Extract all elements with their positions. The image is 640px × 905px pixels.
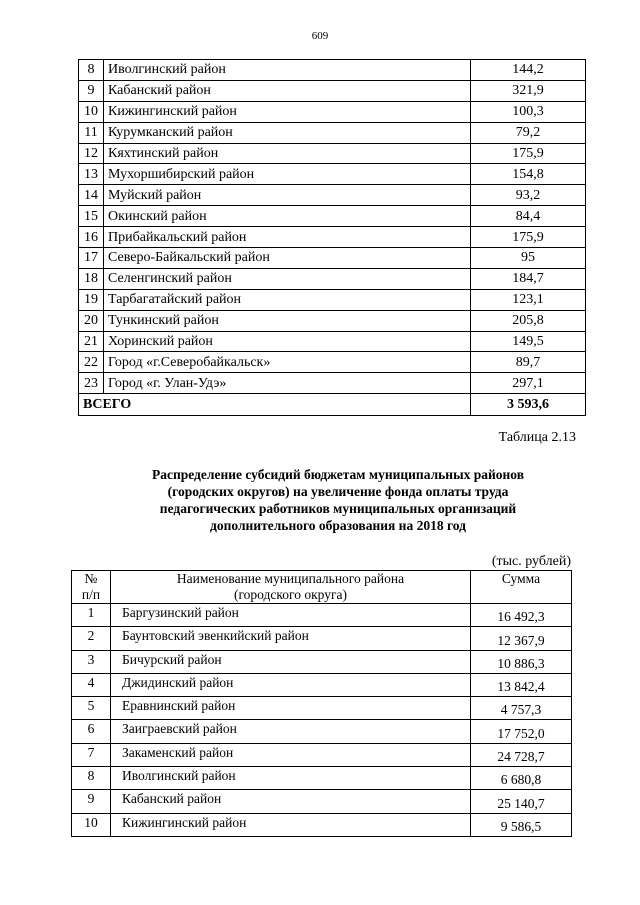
amount: 10 886,3 — [471, 650, 572, 673]
amount: 4 757,3 — [471, 697, 572, 720]
table-row — [79, 185, 586, 206]
table-row — [72, 813, 572, 836]
district-name: Кяхтинский район — [104, 143, 471, 164]
row-number: 13 — [79, 164, 104, 185]
title-line: педагогических работников муниципальных организаций — [159, 501, 517, 516]
amount: 123,1 — [471, 289, 586, 310]
table-row — [79, 310, 586, 331]
amount: 13 842,4 — [471, 673, 572, 696]
row-number: 16 — [79, 227, 104, 248]
row-number: 10 — [72, 813, 111, 836]
amount: 175,9 — [471, 143, 586, 164]
amount: 175,9 — [471, 227, 586, 248]
amount: 6 680,8 — [471, 767, 572, 790]
table-row — [72, 604, 572, 627]
header-number-line2: п/п — [81, 587, 101, 602]
header-sum: Сумма — [471, 571, 572, 604]
total-value: 3 593,6 — [471, 394, 586, 416]
table-row — [79, 373, 586, 394]
table-row — [79, 122, 586, 143]
header-name-line2: (городского округа) — [233, 587, 348, 602]
amount: 149,5 — [471, 331, 586, 352]
table-row — [72, 790, 572, 813]
amount: 321,9 — [471, 80, 586, 101]
amount: 93,2 — [471, 185, 586, 206]
table-row — [79, 143, 586, 164]
table-label: Таблица 2.13 — [498, 430, 576, 445]
amount: 17 752,0 — [471, 720, 572, 743]
table-row — [79, 248, 586, 269]
table-row — [72, 650, 572, 673]
title-line: дополнительного образования на 2018 год — [210, 518, 466, 533]
amount: 95 — [471, 248, 586, 269]
table-title — [118, 466, 558, 534]
amount: 84,4 — [471, 206, 586, 227]
row-number: 18 — [79, 268, 104, 289]
row-number: 19 — [79, 289, 104, 310]
district-name: Бичурский район — [111, 650, 471, 673]
row-number: 1 — [72, 604, 111, 627]
row-number: 5 — [72, 697, 111, 720]
header-name-line1: Наименование муниципального района — [176, 571, 405, 586]
page-number: 609 — [311, 30, 329, 42]
total-label: ВСЕГО — [79, 394, 471, 416]
row-number: 20 — [79, 310, 104, 331]
row-number: 12 — [79, 143, 104, 164]
row-number: 15 — [79, 206, 104, 227]
title-line: Распределение субсидий бюджетам муниципальных районов — [151, 467, 525, 482]
amount: 297,1 — [471, 373, 586, 394]
amount: 184,7 — [471, 268, 586, 289]
amount: 25 140,7 — [471, 790, 572, 813]
amount: 9 586,5 — [471, 813, 572, 836]
subsidy-table-continuation — [78, 59, 586, 416]
district-name: Город «г.Северобайкальск» — [104, 352, 471, 373]
table-row — [72, 743, 572, 766]
district-name: Тарбагатайский район — [104, 289, 471, 310]
total-row — [79, 394, 586, 416]
table-row — [72, 697, 572, 720]
amount: 100,3 — [471, 101, 586, 122]
table-row — [79, 164, 586, 185]
district-name: Тункинский район — [104, 310, 471, 331]
row-number: 10 — [79, 101, 104, 122]
row-number: 22 — [79, 352, 104, 373]
header-number-line1: № — [84, 571, 98, 586]
district-name: Закаменский район — [111, 743, 471, 766]
district-name: Город «г. Улан-Удэ» — [104, 373, 471, 394]
district-name: Северо-Байкальский район — [104, 248, 471, 269]
district-name: Кижингинский район — [111, 813, 471, 836]
header-name — [111, 571, 471, 604]
table-row — [79, 60, 586, 81]
table-row — [79, 101, 586, 122]
row-number: 9 — [79, 80, 104, 101]
amount: 79,2 — [471, 122, 586, 143]
district-name: Заиграевский район — [111, 720, 471, 743]
header-row — [72, 571, 572, 604]
district-name: Курумканский район — [104, 122, 471, 143]
row-number: 23 — [79, 373, 104, 394]
row-number: 21 — [79, 331, 104, 352]
amount: 144,2 — [471, 60, 586, 81]
district-name: Мухоршибирский район — [104, 164, 471, 185]
table-row — [79, 289, 586, 310]
row-number: 17 — [79, 248, 104, 269]
district-name: Еравнинский район — [111, 697, 471, 720]
table-row — [72, 673, 572, 696]
row-number: 4 — [72, 673, 111, 696]
district-name: Иволгинский район — [111, 767, 471, 790]
row-number: 11 — [79, 122, 104, 143]
amount: 12 367,9 — [471, 627, 572, 650]
table-row — [79, 268, 586, 289]
row-number: 7 — [72, 743, 111, 766]
district-name: Баргузинский район — [111, 604, 471, 627]
table-row — [79, 80, 586, 101]
table-row — [79, 206, 586, 227]
table-row — [79, 227, 586, 248]
district-name: Иволгинский район — [104, 60, 471, 81]
district-name: Кижингинский район — [104, 101, 471, 122]
row-number: 14 — [79, 185, 104, 206]
amount: 154,8 — [471, 164, 586, 185]
header-number — [72, 571, 111, 604]
table-row — [72, 767, 572, 790]
amount: 205,8 — [471, 310, 586, 331]
table-row — [72, 720, 572, 743]
row-number: 6 — [72, 720, 111, 743]
district-name: Селенгинский район — [104, 268, 471, 289]
title-line: (городских округов) на увеличение фонда оплаты труда — [167, 484, 509, 499]
district-name: Прибайкальский район — [104, 227, 471, 248]
table-row — [79, 331, 586, 352]
amount: 16 492,3 — [471, 604, 572, 627]
units-label: (тыс. рублей) — [491, 554, 571, 569]
table-row — [72, 627, 572, 650]
district-name: Окинский район — [104, 206, 471, 227]
row-number: 8 — [79, 60, 104, 81]
row-number: 2 — [72, 627, 111, 650]
district-name: Хоринский район — [104, 331, 471, 352]
amount: 24 728,7 — [471, 743, 572, 766]
district-name: Муйский район — [104, 185, 471, 206]
row-number: 3 — [72, 650, 111, 673]
district-name: Баунтовский эвенкийский район — [111, 627, 471, 650]
amount: 89,7 — [471, 352, 586, 373]
district-name: Кабанский район — [104, 80, 471, 101]
row-number: 8 — [72, 767, 111, 790]
table-row — [79, 352, 586, 373]
row-number: 9 — [72, 790, 111, 813]
district-name: Джидинский район — [111, 673, 471, 696]
subsidy-table-2018 — [71, 570, 572, 837]
district-name: Кабанский район — [111, 790, 471, 813]
